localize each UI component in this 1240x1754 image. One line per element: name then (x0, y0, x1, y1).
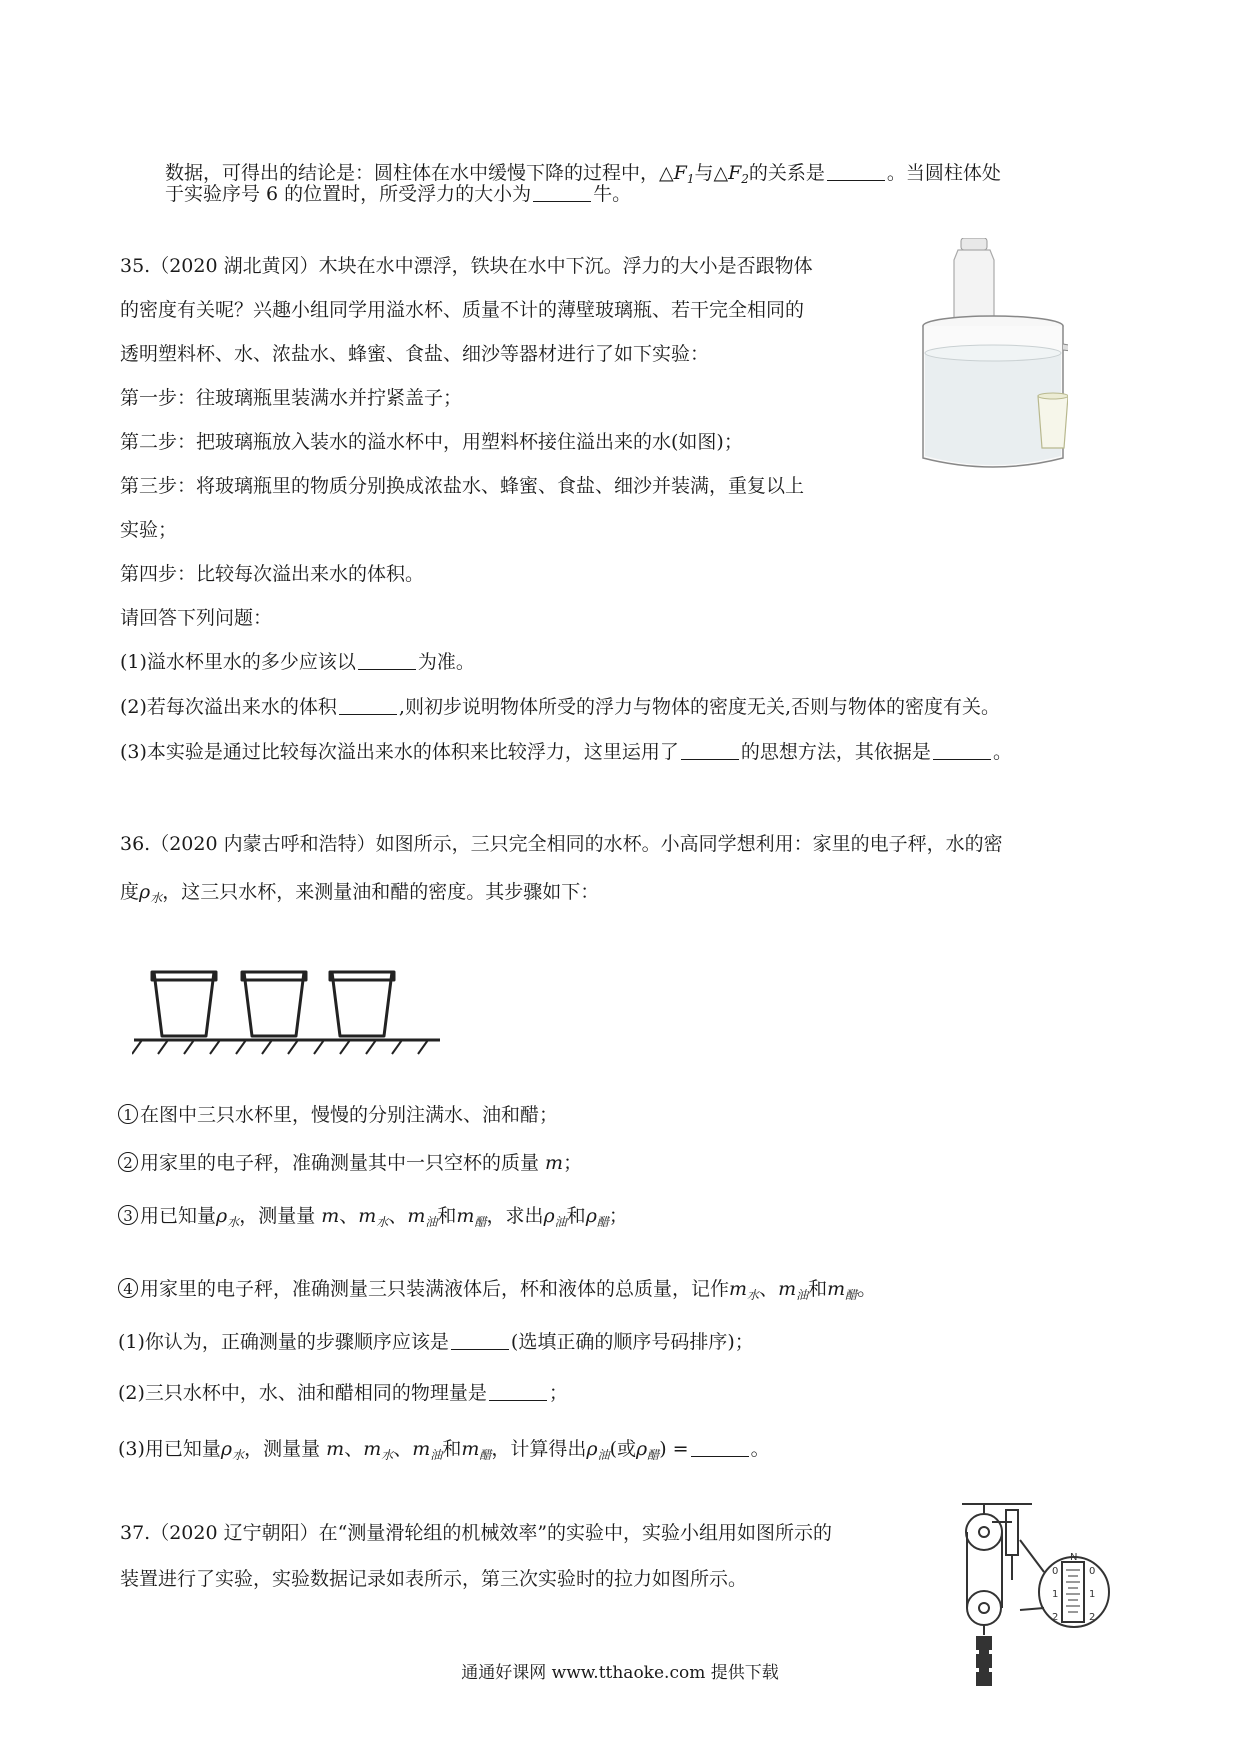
q35-line-3: 透明塑料杯、水、浓盐水、蜂蜜、食盐、细沙等器材进行了如下实验： (120, 343, 710, 365)
three-cups-figure (132, 960, 442, 1060)
scale-mark-2: 2 (1052, 1612, 1059, 1623)
carry-line-1: 数据，可得出的结论是：圆柱体在水中缓慢下降的过程中，$\triangle F_1$与$\triangle F_2$的关系是 。当圆柱体处 (165, 162, 1001, 186)
scale-mark-2-right: 2 (1089, 1612, 1096, 1623)
carry-line-2b: 于实验序号 6 的位置时，所受浮力的大小为 牛。 (165, 183, 632, 205)
q35-step-2: 第二步：把玻璃瓶放入装水的溢水杯中，用塑料杯接住溢出来的水(如图)； (120, 431, 743, 453)
q35-step-1: 第一步：往玻璃瓶里装满水并拧紧盖子； (120, 387, 463, 409)
q36-step-4: 4 用家里的电子秤，准确测量三只装满液体后，杯和液体的总质量，记作$m_水$、$m_油$和$m_醋$。 (118, 1276, 876, 1308)
q36-part-3: (3)用已知量$\rho_水$，测量量 m、$m_水$、$m_油$和$m_醋$，计算得出$\rho_油$(或$\rho_醋$) = 。 (118, 1438, 770, 1462)
answer-blank[interactable] (358, 651, 416, 670)
scale-mark-1: 1 (1052, 1589, 1059, 1600)
q36-step-2: 2 用家里的电子秤，准确测量其中一只空杯的质量 m； (118, 1150, 582, 1176)
overflow-cup-figure (918, 238, 1068, 478)
q35-part-2: (2)若每次溢出来水的体积 ,则初步说明物体所受的浮力与物体的密度无关,否则与物体的密度有关。 (120, 696, 1001, 718)
q36-step-3: 3 用已知量$\rho_水$，测量量 m、$m_水$、$m_油$和$m_醋$，求出$\rho_油$和$\rho_醋$； (118, 1203, 628, 1235)
scale-mark-0: 0 (1052, 1566, 1059, 1577)
scale-unit: N (1070, 1552, 1078, 1563)
q35-part-3: (3)本实验是通过比较每次溢出来水的体积来比较浮力，这里运用了 的思想方法，其依据是 。 (120, 741, 1012, 763)
answer-blank[interactable] (691, 1438, 749, 1457)
q36-part-1: (1)你认为，正确测量的步骤顺序应该是 (选填正确的顺序号码排序)； (118, 1331, 754, 1353)
q36-step-1: 1 在图中三只水杯里，慢慢的分别注满水、油和醋； (118, 1102, 558, 1128)
answer-blank[interactable] (489, 1382, 547, 1401)
answer-blank[interactable] (339, 696, 397, 715)
q36-line-1: 36.（2020 内蒙古呼和浩特）如图所示，三只完全相同的水杯。小高同学想利用：家里的电子秤，水的密 (120, 833, 1003, 855)
q35-ask: 请回答下列问题： (120, 607, 273, 629)
answer-blank[interactable] (451, 1331, 509, 1350)
scale-mark-1-right: 1 (1089, 1589, 1096, 1600)
q37-line-2: 装置进行了实验，实验数据记录如表所示，第三次实验时的拉力如图所示。 (120, 1568, 748, 1590)
q36-part-2: (2)三只水杯中，水、油和醋相同的物理量是 ； (118, 1382, 568, 1404)
q35-step-3b: 实验； (120, 519, 178, 541)
answer-blank[interactable] (933, 741, 991, 760)
page-footer: 通通好课网 www.tthaoke.com 提供下载 (461, 1663, 779, 1683)
q35-step-3a: 第三步：将玻璃瓶里的物质分别换成浓盐水、蜂蜜、食盐、细沙并装满，重复以上 (120, 475, 805, 497)
answer-blank[interactable] (827, 162, 885, 181)
q35-line-1: 35.（2020 湖北黄冈）木块在水中漂浮，铁块在水中下沉。浮力的大小是否跟物体 (120, 255, 813, 277)
answer-blank[interactable] (681, 741, 739, 760)
answer-blank[interactable] (533, 183, 591, 202)
q35-step-4: 第四步：比较每次溢出来水的体积。 (120, 563, 425, 585)
q35-line-2: 的密度有关呢？兴趣小组同学用溢水杯、质量不计的薄壁玻璃瓶、若干完全相同的 (120, 299, 805, 321)
q37-line-1: 37.（2020 辽宁朝阳）在“测量滑轮组的机械效率”的实验中，实验小组用如图所示的 (120, 1522, 833, 1544)
q35-part-1: (1)溢水杯里水的多少应该以 为准。 (120, 651, 475, 673)
q36-line-2: 度$\rho_水$，这三只水杯，来测量油和醋的密度。其步骤如下： (120, 881, 600, 905)
scale-mark-0-right: 0 (1089, 1566, 1096, 1577)
